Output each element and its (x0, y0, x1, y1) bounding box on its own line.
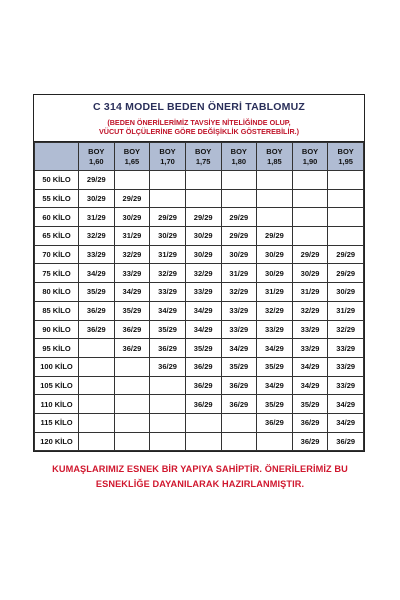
size-cell: 29/29 (328, 245, 364, 264)
weight-label: 105 KİLO (35, 376, 79, 395)
size-cell (328, 189, 364, 208)
size-cell (150, 189, 186, 208)
column-header-height: 1,80 (231, 156, 247, 166)
table-row (35, 320, 364, 339)
size-cell (79, 376, 115, 395)
weight-label: 55 KİLO (35, 189, 79, 208)
size-cell (114, 357, 150, 376)
size-cell: 32/29 (221, 283, 257, 302)
size-cell: 33/29 (150, 283, 186, 302)
size-cell: 31/29 (292, 283, 328, 302)
size-chart (33, 94, 365, 452)
column-header-label: BOY (301, 146, 319, 156)
size-cell: 36/29 (185, 395, 221, 414)
subtitle-line-2: VÜCUT ÖLÇÜLERİNE GÖRE DEĞİŞİKLİK GÖSTEREBİLİR.) (98, 127, 300, 136)
size-cell: 33/29 (257, 320, 293, 339)
size-cell (221, 413, 257, 432)
size-cell (150, 376, 186, 395)
size-cell: 34/29 (257, 339, 293, 358)
subtitle-line-1: (BEDEN ÖNERİLERİMİZ TAVSİYE NİTELİĞİNDE OLUP, (107, 118, 291, 127)
size-cell: 30/29 (221, 245, 257, 264)
size-cell (257, 189, 293, 208)
table-row (35, 264, 364, 283)
size-cell: 34/29 (185, 320, 221, 339)
size-cell: 34/29 (114, 283, 150, 302)
table-row (35, 283, 364, 302)
size-cell: 30/29 (185, 245, 221, 264)
size-cell: 31/29 (79, 208, 115, 227)
column-header-boy (79, 143, 115, 171)
size-cell: 31/29 (150, 245, 186, 264)
size-cell (150, 432, 186, 451)
size-cell: 36/29 (221, 376, 257, 395)
size-cell (292, 208, 328, 227)
table-row (35, 357, 364, 376)
title-block (34, 95, 364, 142)
column-header-boy (221, 143, 257, 171)
size-cell: 29/29 (79, 171, 115, 190)
size-cell: 36/29 (292, 432, 328, 451)
size-cell: 30/29 (79, 189, 115, 208)
size-cell (114, 171, 150, 190)
column-header-label: BOY (337, 146, 354, 156)
size-cell (79, 395, 115, 414)
size-table (34, 142, 364, 451)
size-cell: 36/29 (79, 301, 115, 320)
size-cell: 34/29 (292, 357, 328, 376)
size-cell: 32/29 (185, 264, 221, 283)
size-cell: 36/29 (114, 339, 150, 358)
size-cell (292, 189, 328, 208)
weight-label: 70 KİLO (35, 245, 79, 264)
size-cell: 33/29 (328, 376, 364, 395)
size-cell: 32/29 (79, 227, 115, 246)
column-header-height: 1,70 (160, 156, 175, 166)
size-cell: 32/29 (150, 264, 186, 283)
size-cell: 30/29 (257, 264, 293, 283)
size-cell: 29/29 (150, 208, 186, 227)
size-cell: 31/29 (221, 264, 257, 283)
size-cell: 36/29 (292, 413, 328, 432)
size-cell (292, 227, 328, 246)
weight-label: 110 KİLO (35, 395, 79, 414)
column-header-label: BOY (159, 146, 176, 156)
size-cell: 34/29 (328, 395, 364, 414)
size-cell (150, 395, 186, 414)
size-cell: 34/29 (185, 301, 221, 320)
table-row (35, 376, 364, 395)
size-cell (114, 395, 150, 414)
column-header-boy (257, 143, 293, 171)
weight-label: 95 KİLO (35, 339, 79, 358)
header-row (35, 143, 364, 171)
size-cell (79, 357, 115, 376)
size-cell (221, 432, 257, 451)
size-cell: 34/29 (292, 376, 328, 395)
weight-label: 85 KİLO (35, 301, 79, 320)
size-cell: 35/29 (257, 357, 293, 376)
size-cell: 34/29 (328, 413, 364, 432)
column-header-boy (114, 143, 150, 171)
size-cell: 29/29 (114, 189, 150, 208)
weight-label: 75 KİLO (35, 264, 79, 283)
size-cell: 33/29 (79, 245, 115, 264)
size-cell: 32/29 (257, 301, 293, 320)
weight-label: 50 KİLO (35, 171, 79, 190)
size-cell: 34/29 (221, 339, 257, 358)
column-header-height: 1,95 (338, 156, 353, 166)
table-row (35, 432, 364, 451)
size-cell (185, 413, 221, 432)
size-cell (185, 171, 221, 190)
size-cell: 31/29 (114, 227, 150, 246)
size-cell: 33/29 (292, 339, 328, 358)
size-cell (185, 432, 221, 451)
column-header-height: 1,85 (267, 156, 282, 166)
table-row (35, 208, 364, 227)
weight-label: 90 KİLO (35, 320, 79, 339)
size-cell: 35/29 (185, 339, 221, 358)
size-cell (79, 432, 115, 451)
size-cell: 36/29 (328, 432, 364, 451)
column-header-height: 1,90 (302, 156, 318, 166)
size-cell: 29/29 (185, 208, 221, 227)
size-cell: 30/29 (257, 245, 293, 264)
size-cell (114, 413, 150, 432)
corner-cell (35, 143, 79, 171)
size-cell: 36/29 (257, 413, 293, 432)
size-cell (328, 227, 364, 246)
size-cell: 36/29 (150, 357, 186, 376)
footer-note (20, 462, 380, 492)
column-header-label: BOY (266, 146, 283, 156)
size-cell: 32/29 (292, 301, 328, 320)
size-cell (221, 171, 257, 190)
size-cell: 34/29 (257, 376, 293, 395)
column-header-label: BOY (230, 146, 247, 156)
size-cell: 36/29 (185, 376, 221, 395)
weight-label: 60 KİLO (35, 208, 79, 227)
size-cell: 36/29 (114, 320, 150, 339)
size-cell (257, 171, 293, 190)
column-header-height: 1,60 (89, 156, 104, 166)
column-header-height: 1,75 (195, 156, 211, 166)
table-row (35, 245, 364, 264)
size-cell: 34/29 (79, 264, 115, 283)
size-cell: 35/29 (114, 301, 150, 320)
size-cell: 36/29 (185, 357, 221, 376)
size-cell: 29/29 (328, 264, 364, 283)
size-cell: 36/29 (221, 395, 257, 414)
column-header-boy (292, 143, 328, 171)
size-cell: 35/29 (292, 395, 328, 414)
size-cell: 33/29 (114, 264, 150, 283)
size-cell: 33/29 (185, 283, 221, 302)
size-cell (114, 432, 150, 451)
size-cell: 33/29 (328, 339, 364, 358)
table-row (35, 395, 364, 414)
footer-line-1: KUMAŞLARIMIZ ESNEK BİR YAPIYA SAHİPTİR. ÖNERİLERİMİZ BU (52, 464, 348, 474)
size-cell: 36/29 (79, 320, 115, 339)
size-cell (328, 171, 364, 190)
size-cell: 35/29 (221, 357, 257, 376)
table-title: C 314 MODEL BEDEN ÖNERİ TABLOMUZ (93, 101, 305, 113)
column-header-height: 1,65 (124, 156, 140, 166)
table-row (35, 413, 364, 432)
size-cell: 29/29 (292, 245, 328, 264)
size-cell: 31/29 (257, 283, 293, 302)
size-cell: 32/29 (328, 320, 364, 339)
table-row (35, 339, 364, 358)
column-header-boy (328, 143, 364, 171)
size-cell: 30/29 (328, 283, 364, 302)
size-cell: 30/29 (114, 208, 150, 227)
size-cell: 30/29 (292, 264, 328, 283)
table-subtitle (36, 118, 362, 136)
table-row (35, 189, 364, 208)
size-cell: 33/29 (221, 320, 257, 339)
size-cell (257, 208, 293, 227)
weight-label: 100 KİLO (35, 357, 79, 376)
size-cell: 32/29 (114, 245, 150, 264)
weight-label: 65 KİLO (35, 227, 79, 246)
size-cell (79, 413, 115, 432)
size-cell (150, 171, 186, 190)
column-header-label: BOY (88, 146, 105, 156)
size-cell: 33/29 (221, 301, 257, 320)
table-body (35, 171, 364, 451)
size-cell (328, 208, 364, 227)
column-header-boy (150, 143, 186, 171)
size-cell: 30/29 (150, 227, 186, 246)
column-header-boy (185, 143, 221, 171)
size-cell (292, 171, 328, 190)
footer-line-2: ESNEKLİĞE DAYANILARAK HAZIRLANMIŞTIR. (95, 479, 305, 489)
weight-label: 115 KİLO (35, 413, 79, 432)
size-cell: 35/29 (79, 283, 115, 302)
column-header-label: BOY (123, 146, 141, 156)
size-cell: 29/29 (257, 227, 293, 246)
size-cell: 29/29 (221, 208, 257, 227)
table-row (35, 301, 364, 320)
size-cell (221, 189, 257, 208)
size-cell: 31/29 (328, 301, 364, 320)
size-cell (257, 432, 293, 451)
size-cell (185, 189, 221, 208)
column-header-label: BOY (195, 146, 212, 156)
weight-label: 80 KİLO (35, 283, 79, 302)
size-cell: 30/29 (185, 227, 221, 246)
size-cell: 35/29 (257, 395, 293, 414)
size-cell (150, 413, 186, 432)
size-cell: 33/29 (292, 320, 328, 339)
size-cell: 36/29 (150, 339, 186, 358)
size-cell: 34/29 (150, 301, 186, 320)
size-cell (79, 339, 115, 358)
size-cell: 33/29 (328, 357, 364, 376)
table-row (35, 171, 364, 190)
table-row (35, 227, 364, 246)
size-cell (114, 376, 150, 395)
size-cell: 35/29 (150, 320, 186, 339)
weight-label: 120 KİLO (35, 432, 79, 451)
size-cell: 29/29 (221, 227, 257, 246)
